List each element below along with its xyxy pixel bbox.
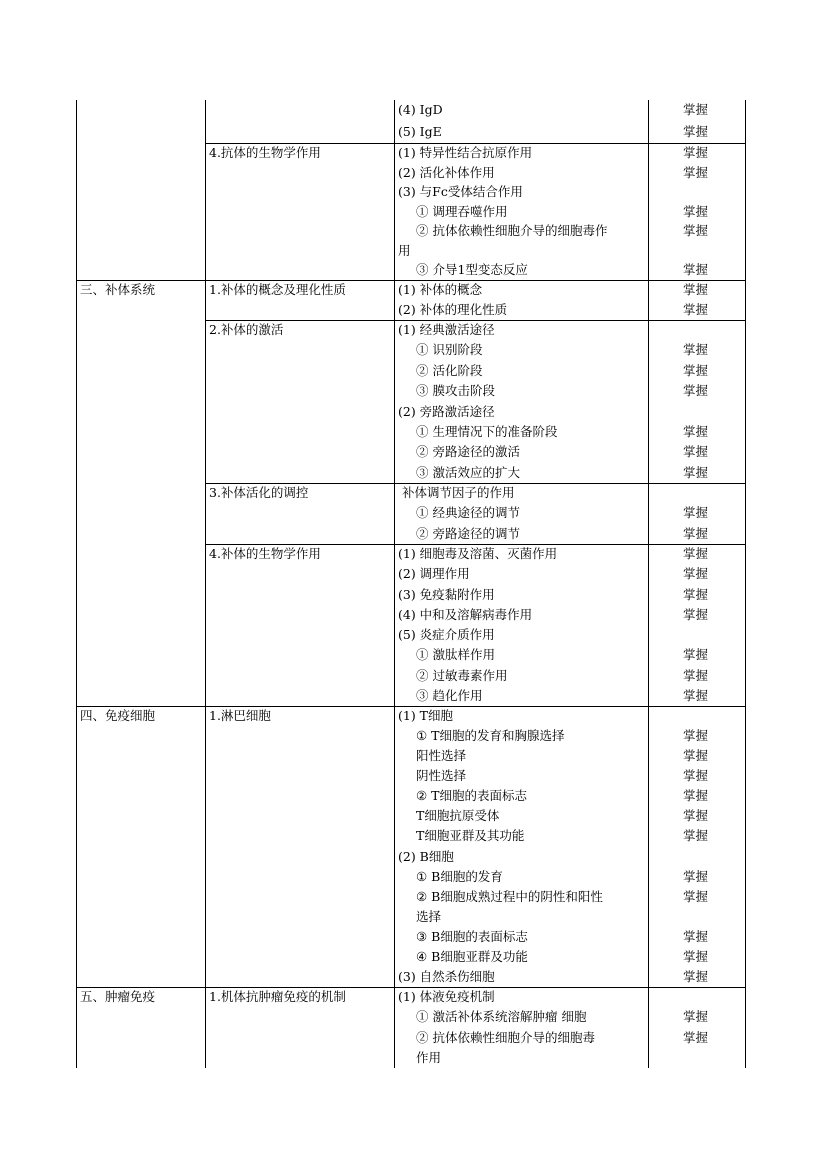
mastery-level: 掌握 — [683, 444, 709, 460]
topic-label: 4.抗体的生物学作用 — [209, 145, 321, 160]
mastery-level: 掌握 — [683, 728, 709, 744]
mastery-level: 掌握 — [683, 948, 709, 964]
content-item: ③ 激活效应的扩大 — [416, 464, 520, 480]
topic-label: 3.补体活化的调控 — [209, 485, 309, 500]
content-item: ② 抗体依赖性细胞介导的细胞毒作 — [416, 223, 608, 239]
content-item: (2) 活化补体作用 — [398, 164, 495, 180]
content-item: (2) 调理作用 — [398, 566, 470, 582]
mastery-level: 掌握 — [683, 566, 709, 582]
content-item: T细胞亚群及其功能 — [416, 828, 525, 844]
mastery-level: 掌握 — [683, 1009, 709, 1025]
mastery-level: 掌握 — [683, 1029, 709, 1045]
content-item: ② 旁路途径的激活 — [416, 444, 520, 460]
mastery-level: 掌握 — [683, 667, 709, 683]
section-label: 五、肿瘤免疫 — [80, 989, 156, 1004]
content-item: ① 激肽样作用 — [416, 647, 495, 663]
content-item: ② B细胞成熟过程中的阴性和阳性 — [416, 888, 603, 904]
content-item: ① 调理吞噬作用 — [416, 203, 508, 219]
content-item: (5) IgE — [398, 123, 442, 139]
content-item: 补体调节因子的作用 — [402, 485, 515, 500]
topic-label: 1.机体抗肿瘤免疫的机制 — [209, 989, 346, 1004]
mastery-level: 掌握 — [683, 808, 709, 824]
mastery-level: 掌握 — [683, 102, 709, 117]
topic-label: 2.补体的激活 — [209, 322, 284, 337]
mastery-level: 掌握 — [683, 586, 709, 602]
content-item: ③ 膜攻击阶段 — [416, 383, 495, 399]
mastery-level: 掌握 — [683, 888, 709, 904]
content-item: ① 激活补体系统溶解肿瘤 细胞 — [416, 1009, 587, 1025]
content-item: ① B细胞的发育 — [416, 868, 503, 884]
content-item: ① T细胞的发育和胸腺选择 — [416, 728, 565, 744]
mastery-level: 掌握 — [683, 525, 709, 541]
content-item: (1) 补体的概念 — [398, 282, 483, 297]
column-rule — [394, 100, 395, 1068]
content-item: (4) IgD — [398, 102, 443, 117]
mastery-level: 掌握 — [683, 828, 709, 844]
mastery-level: 掌握 — [683, 464, 709, 480]
content-item: ② 旁路途径的调节 — [416, 525, 520, 541]
content-item: 用 — [398, 242, 411, 258]
mastery-level: 掌握 — [683, 383, 709, 399]
mastery-level: 掌握 — [683, 123, 709, 139]
section-label: 四、免疫细胞 — [80, 708, 156, 723]
content-item: ③ 介导1型变态反应 — [416, 262, 528, 278]
content-item: ② 抗体依赖性细胞介导的细胞毒 — [416, 1029, 595, 1045]
content-item: (1) 细胞毒及溶菌、灭菌作用 — [398, 546, 558, 561]
mastery-level: 掌握 — [683, 423, 709, 439]
content-item: ④ B细胞亚群及功能 — [416, 948, 528, 964]
mastery-level: 掌握 — [683, 505, 709, 521]
content-item: (5) 炎症介质作用 — [398, 627, 495, 642]
content-item: (2) B细胞 — [398, 848, 454, 864]
mastery-level: 掌握 — [683, 968, 709, 984]
content-item: ③ B细胞的表面标志 — [416, 928, 528, 944]
mastery-level: 掌握 — [683, 687, 709, 703]
mastery-level: 掌握 — [683, 868, 709, 884]
mastery-level: 掌握 — [683, 145, 709, 160]
content-item: ① 经典途径的调节 — [416, 505, 520, 521]
content-item: (4) 中和及溶解病毒作用 — [398, 606, 533, 622]
content-item: 作用 — [416, 1049, 442, 1065]
mastery-level: 掌握 — [683, 302, 709, 317]
content-item: 选择 — [416, 908, 442, 924]
content-item: (2) 补体的理化性质 — [398, 302, 508, 317]
column-rule — [205, 100, 206, 1068]
mastery-level: 掌握 — [683, 223, 709, 239]
content-item: ① 识别阶段 — [416, 342, 483, 358]
mastery-level: 掌握 — [683, 546, 709, 561]
content-item: (1) 经典激活途径 — [398, 322, 495, 337]
content-item: ② 过敏毒素作用 — [416, 667, 508, 683]
mastery-level: 掌握 — [683, 647, 709, 663]
mastery-level: 掌握 — [683, 203, 709, 219]
mastery-level: 掌握 — [683, 362, 709, 378]
mastery-level: 掌握 — [683, 748, 709, 764]
mastery-level: 掌握 — [683, 342, 709, 358]
mastery-level: 掌握 — [683, 262, 709, 278]
column-rule — [76, 100, 77, 1068]
mastery-level: 掌握 — [683, 928, 709, 944]
topic-label: 1.淋巴细胞 — [209, 708, 271, 723]
mastery-level: 掌握 — [683, 768, 709, 784]
content-item: ② T细胞的表面标志 — [416, 788, 528, 804]
content-item: (3) 与Fc受体结合作用 — [398, 184, 523, 200]
mastery-level: 掌握 — [683, 606, 709, 622]
mastery-level: 掌握 — [683, 164, 709, 180]
mastery-level: 掌握 — [683, 282, 709, 297]
section-label: 三、补体系统 — [80, 282, 156, 297]
topic-label: 4.补体的生物学作用 — [209, 546, 321, 561]
content-item: ③ 趋化作用 — [416, 687, 483, 703]
column-rule — [745, 100, 746, 1068]
mastery-level: 掌握 — [683, 788, 709, 804]
content-item: (1) T细胞 — [398, 708, 454, 723]
content-item: (1) 特异性结合抗原作用 — [398, 145, 533, 160]
content-item: 阴性选择 — [416, 768, 467, 784]
topic-label: 1.补体的概念及理化性质 — [209, 282, 346, 297]
content-item: T细胞抗原受体 — [416, 808, 500, 824]
content-item: (2) 旁路激活途径 — [398, 403, 495, 419]
content-item: (3) 自然杀伤细胞 — [398, 968, 495, 984]
content-item: ① 生理情况下的准备阶段 — [416, 423, 558, 439]
content-item: (3) 免疫黏附作用 — [398, 586, 495, 602]
content-item: ② 活化阶段 — [416, 362, 483, 378]
content-item: 阳性选择 — [416, 748, 467, 764]
column-rule — [648, 100, 649, 1068]
content-item: (1) 体液免疫机制 — [398, 989, 495, 1004]
